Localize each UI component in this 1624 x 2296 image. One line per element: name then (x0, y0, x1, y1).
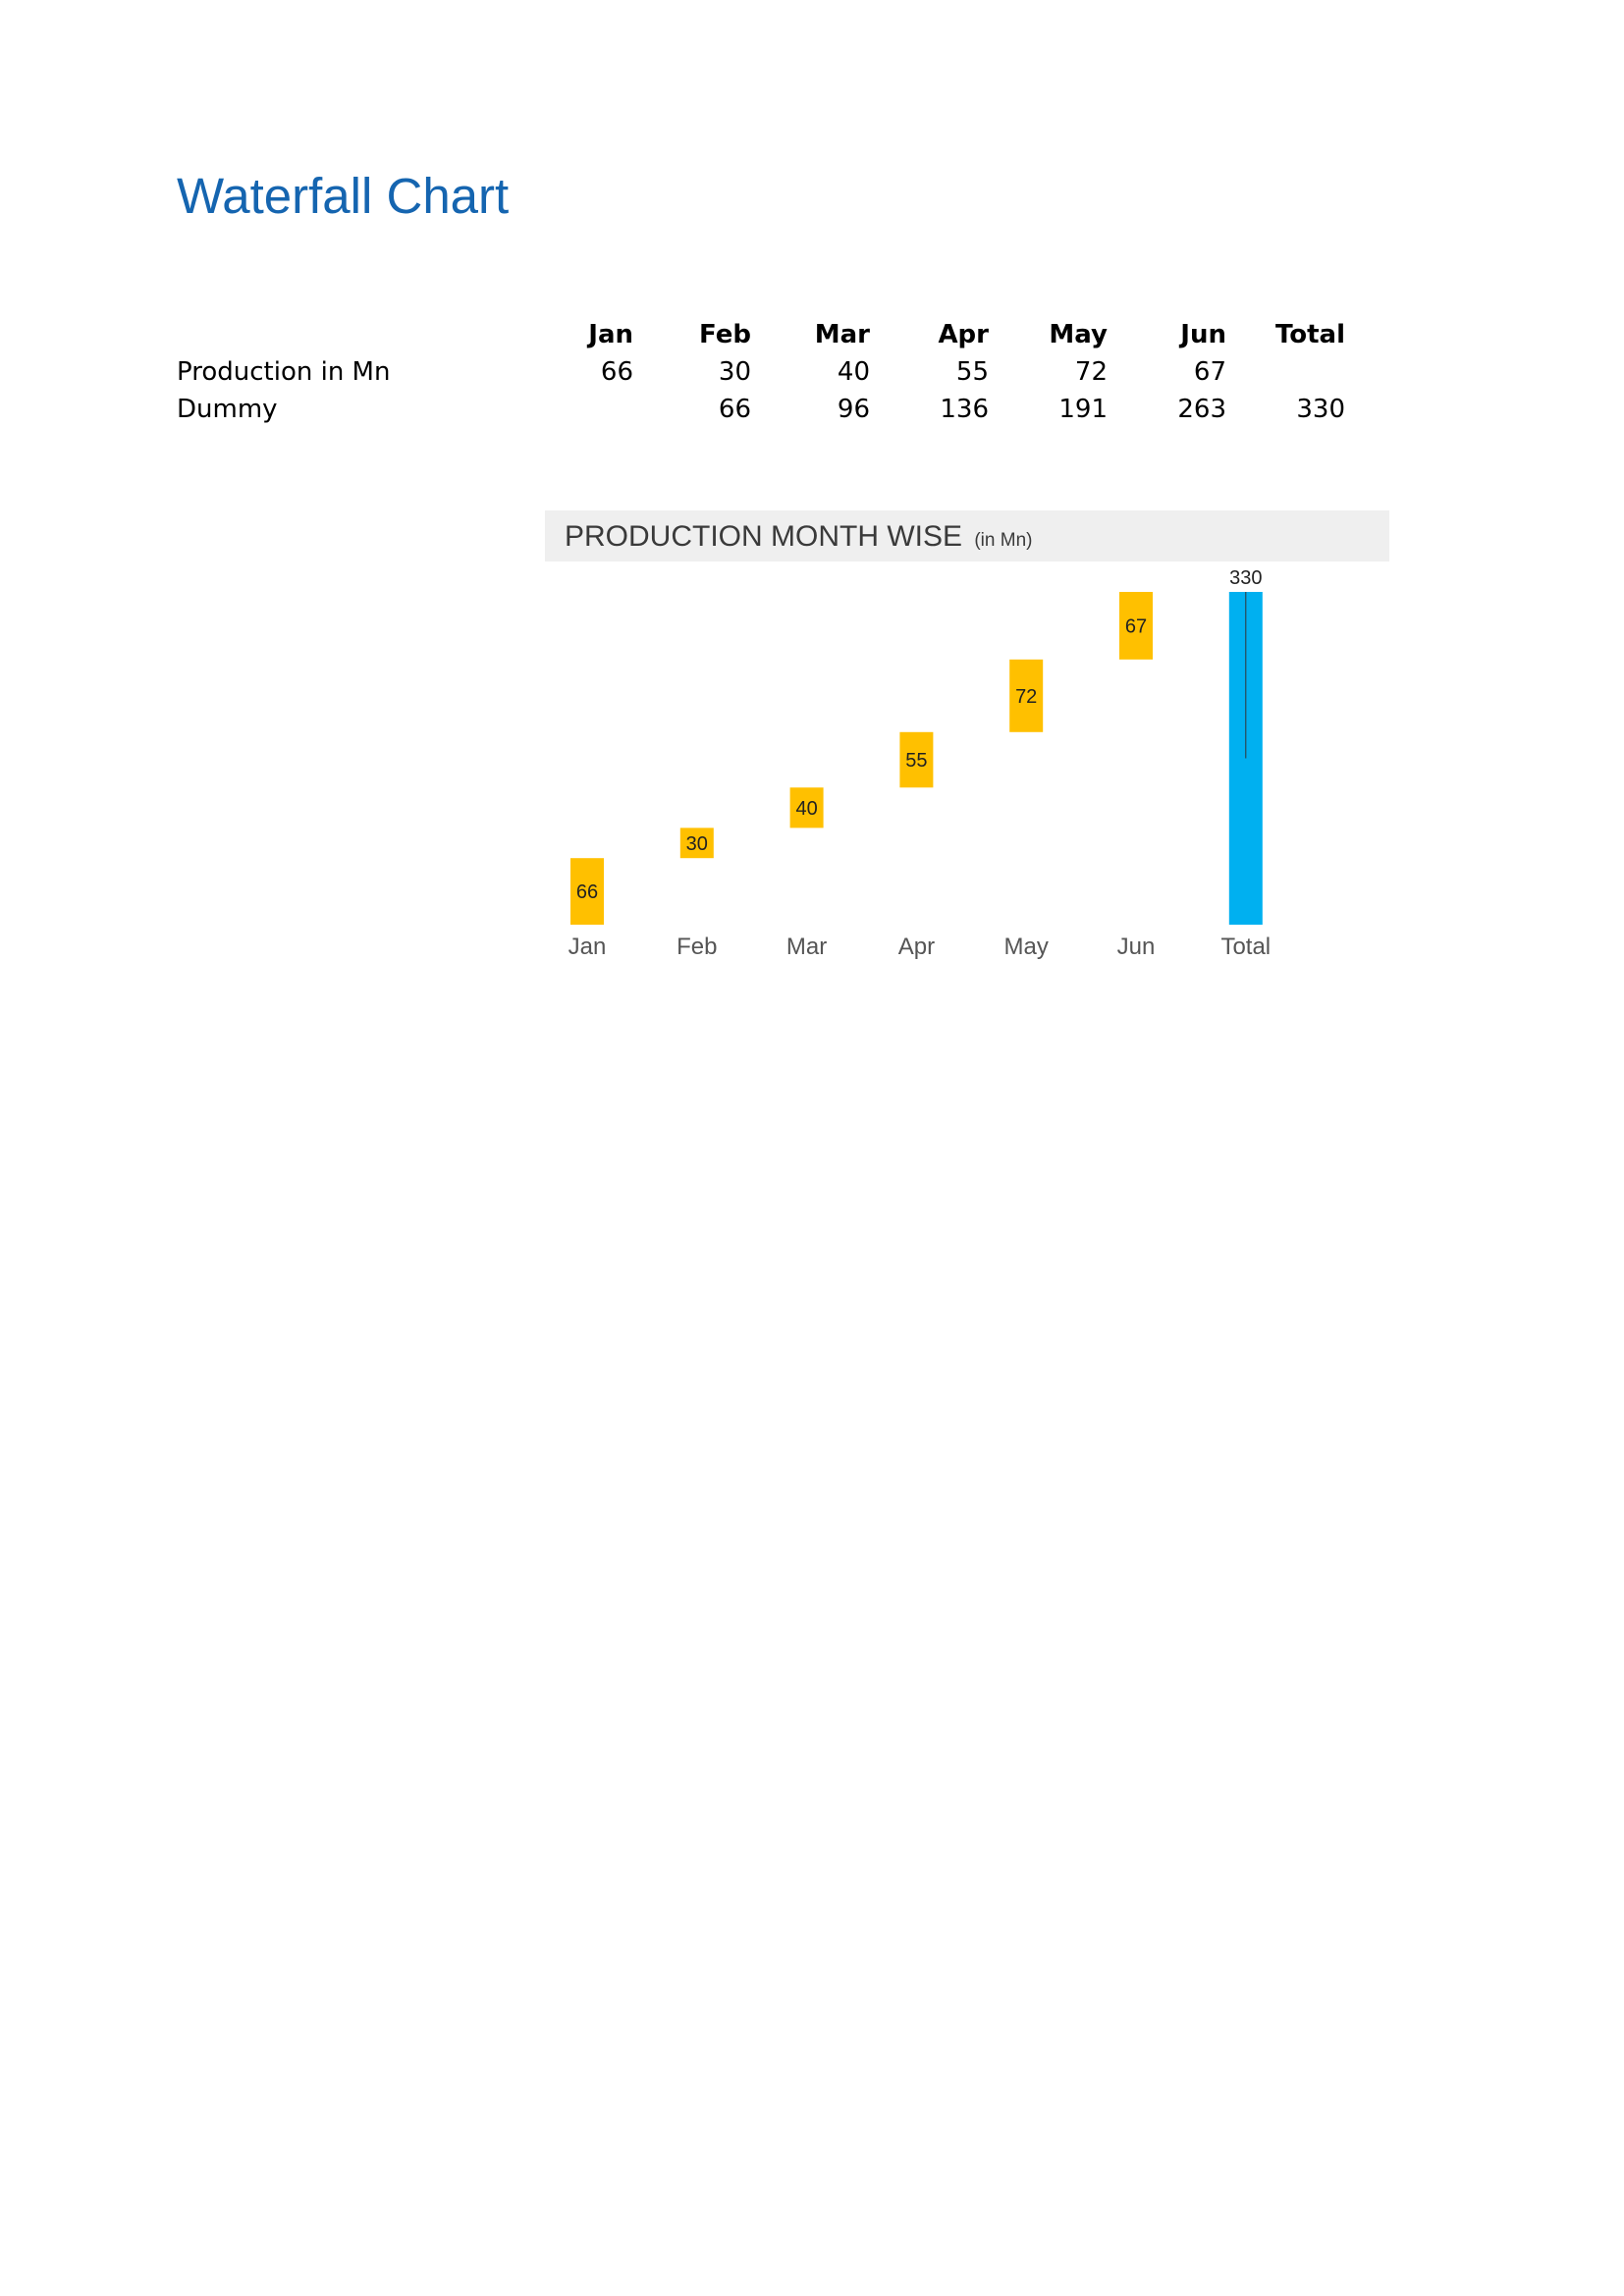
x-tick-label: Jan (568, 934, 607, 960)
table-cell: 67 (1193, 357, 1226, 387)
column-header: Apr (938, 320, 989, 349)
column-header: Total (1274, 320, 1345, 349)
data-label: 67 (1124, 615, 1148, 638)
table-cell: 66 (600, 357, 633, 387)
column-header: Feb (699, 320, 751, 349)
table-cell: 72 (1074, 357, 1108, 387)
table-cell: 30 (718, 357, 751, 387)
x-tick-label: Feb (677, 934, 718, 960)
x-tick-label: Apr (897, 934, 936, 960)
x-tick-label: Total (1220, 934, 1272, 960)
data-label: 55 (905, 750, 928, 773)
table-cell: 263 (1177, 395, 1226, 424)
x-tick-label: May (1003, 934, 1049, 960)
table-cell: 96 (837, 395, 870, 424)
data-label: 30 (685, 832, 708, 855)
column-header: Mar (814, 320, 870, 349)
data-label: 72 (1015, 685, 1038, 708)
chart-plot (545, 506, 1389, 977)
table-cell: 330 (1296, 395, 1345, 424)
x-tick-label: Jun (1116, 934, 1156, 960)
table-cell: 66 (718, 395, 751, 424)
page-title: Waterfall Chart (177, 168, 510, 224)
data-label: 330 (1229, 567, 1263, 589)
row-label: Dummy (177, 395, 278, 424)
x-tick-label: Mar (785, 934, 828, 960)
row-label: Production in Mn (177, 357, 391, 387)
table-cell: 55 (955, 357, 989, 387)
table-cell: 191 (1058, 395, 1108, 424)
chart-title: PRODUCTION MONTH WISE (565, 520, 962, 553)
waterfall-chart (545, 506, 1389, 977)
column-header: Jun (1180, 320, 1226, 349)
data-label: 40 (795, 797, 818, 820)
table-cell: 136 (940, 395, 989, 424)
table-cell: 40 (837, 357, 870, 387)
chart-subtitle: (in Mn) (974, 530, 1033, 551)
column-header: May (1049, 320, 1108, 349)
column-header: Jan (588, 320, 633, 349)
data-label: 66 (575, 881, 599, 904)
